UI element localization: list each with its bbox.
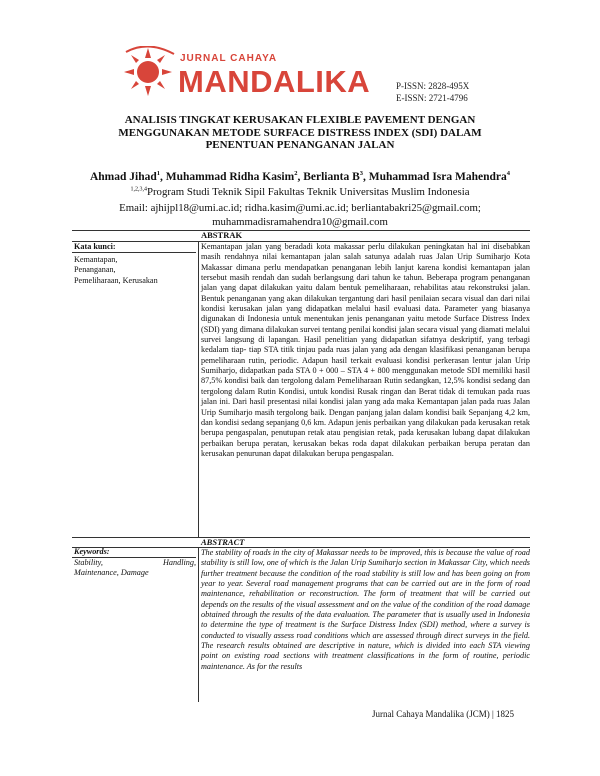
logo-big-text: MANDALIKA <box>178 64 371 98</box>
keyword: Stability, <box>74 558 103 568</box>
paper-title <box>70 114 530 152</box>
svg-text:JURNAL CAHAYA <box>180 53 277 64</box>
email-line-2: muhammadisramahendra10@gmail.com <box>212 216 388 228</box>
email-line-1: Email: ajhijpl18@umi.ac.id; ridha.kasim@umi.ac.id; berliantabakri25@gmail.com; <box>119 202 481 214</box>
logo-small-text: JURNAL CAHAYA <box>180 53 278 64</box>
column-divider-abstrak <box>198 241 199 538</box>
keywords-block <box>74 547 196 579</box>
print-issn: P-ISSN: 2828-495X <box>396 81 470 91</box>
author-name: Ahmad Jihad <box>89 170 157 183</box>
author-mark: 4 <box>506 170 511 177</box>
kata-kunci-heading: Kata kunci: <box>74 242 116 251</box>
journal-logo <box>122 46 374 98</box>
keyword: Pemeliharaan, Kerusakan <box>74 275 158 285</box>
abstrak-heading: ABSTRAK <box>201 230 243 240</box>
sun-icon <box>137 61 159 83</box>
title-line: MENGGUNAKAN METODE SURFACE DISTRESS INDEX (SDI) DALAM <box>118 126 482 139</box>
affiliation <box>60 186 540 198</box>
keyword: Handling, <box>163 558 196 568</box>
rule-top <box>72 230 530 231</box>
keywords-heading: Keywords: <box>74 547 110 556</box>
author-name: Berlianta B <box>303 170 360 183</box>
author-mark: 1 <box>156 170 161 177</box>
abstract-heading: ABSTRACT <box>201 537 245 547</box>
author-list: Ahmad Jihad$^1$, Muhammad Ridha Kasim$^2$, Berlianta $B^3$, Muhammad Isra Mahendra$^4$ <box>89 170 511 183</box>
rule-above-abstract <box>72 537 530 538</box>
page-footer: Jurnal Cahaya Mandalika (JCM) | 1825 <box>372 709 515 719</box>
keywords-row <box>74 558 196 568</box>
affiliation-text: Program Studi Teknik Sipil Fakultas Teknik Universitas Muslim Indonesia <box>146 186 470 198</box>
column-divider-abstract <box>198 547 199 702</box>
title-line: PENENTUAN PENANGANAN JALAN <box>205 139 395 151</box>
journal-logo-graphic <box>122 46 374 98</box>
affiliation-marks: 1,2,3,4 <box>130 186 147 193</box>
keyword: Penanganan, <box>74 265 116 275</box>
abstract-body: The stability of roads in the city of Makassar needs to be improved, this is because the value of road stability is still low, one of which is the Jalan Urip Sumiharjo section in Makassar City, which needs further treatment because the condition of the road stability is still low and has been going on from year to year. Several road management programs that can be carried out are in the form of road maintenance, rehabilitation or reconstruction. The form of treatment that will be carried out depends on the results of the visual assessment and on the value of the condition of the road damage obtained through the results of the data evaluation. The parameter that is usually used in Indonesia to determine the type of treatment is the Surface Distress Index (SDI) method, where a survey is conducted to visually assess road conditions which are assessed through direct surveys in the field. The research results obtained are descriptive in nature, which is divided into each STA viewing point on existing road sections with treatment classifications in the form of routine, periodic maintenance. As for the results <box>201 548 530 671</box>
author-name: Muhammad Isra Mahendra <box>368 170 507 183</box>
author-mark: 2 <box>294 170 298 177</box>
abstrak-body: Kemantapan jalan yang beradadi kota makassar perlu dilakukan peningkatan hal ini disebabkan masih rendahnya nilai kemantapan jalan salah satunya adalah ruas Jalan Urip Sumiharjo Kota Makassar dimana perlu mendapatkan penanganan lebih lanjut karena kondisi kemantapan jalan tersebut masih rendah dan sudah berlangsung dari tahun ke tahun. Beberapa program penanganan jalan yang dapat dilakukan yaitu dalam bentuk pemeliharaan, rehabilitas atau rekonstruksi jalan. Bentuk penanganan yang akan dilakukan tergantung dari hasil penilaian secara visual dan dari nilai kondisi kerusakan jalan yang didapatkan melalui hasil evaluasi data. Parameter yang biasanya digunakan di Indonesia untuk menentukan jenis penanganan yaitu metode Surface Distress Index (SDI) yang dimana dilakukan survei tentang penilai kondisi jalan secara visual yang diamati melalui survei langsung di lapangan. Hasil penelitian yang didapatkan sifatnya deskriptif, yang terbagi kedalam tiap- tiap STA titik tinjau pada ruas jalan yang ada dengan klasifikasi penanganan berupa pemeliharaan rutin, periodic. Adapun hasil terkait evaluasi kondisi perkerasan lentur jalan Urip Sumiharjo, didapatkan pada STA 0 + 000 – STA 4 + 800 menggunakan metode SDI memiliki hasil 87,5% kondisi baik dan tergolong dalam Pemeliharaan Rutin sedangkan, 12,5% kondisi sedang dan tergolong dalam Rutin Kondisi, untuk kondisi Rusak ringan dan Berat tidak di temukan pada ruas jalan ini. Dari hasil presentasi nilai kondisi jalan yang ada maka Kemantapan jalan pada ruas Jalan Urip Sumiharjo masih tergolong baik. Dengan panjang jalan dalam kondisi baik Sepanjang 4,2 km, dan kondisi sedang sepanjang 0,6 km. Adapun jenis perbaikan yang dilakukan pada kerusakan retak berupa pengaspalan, penutupan retak atau pengisian retak, pada kerusakan lubang dapat dilakukan perbaikan berupa peratan, kerusakan bekas roda dapat dilakukan perbaikan berupa peratan dan kerusakan penurunan dapat dilakukan berupa pengaspalan. <box>201 242 530 458</box>
issn-block <box>396 80 469 104</box>
keyword: Maintenance, Damage <box>74 568 149 578</box>
svg-text:MANDALIKA <box>178 64 370 98</box>
title-line: ANALISIS TINGKAT KERUSAKAN FLEXIBLE PAVEMENT DENGAN <box>124 114 476 126</box>
keyword: Kemantapan, <box>74 255 118 265</box>
author-mark: 3 <box>359 170 363 177</box>
kata-kunci-block <box>74 242 196 286</box>
author-name: Muhammad Ridha Kasim <box>165 170 295 183</box>
electronic-issn: E-ISSN: 2721-4796 <box>396 93 468 103</box>
